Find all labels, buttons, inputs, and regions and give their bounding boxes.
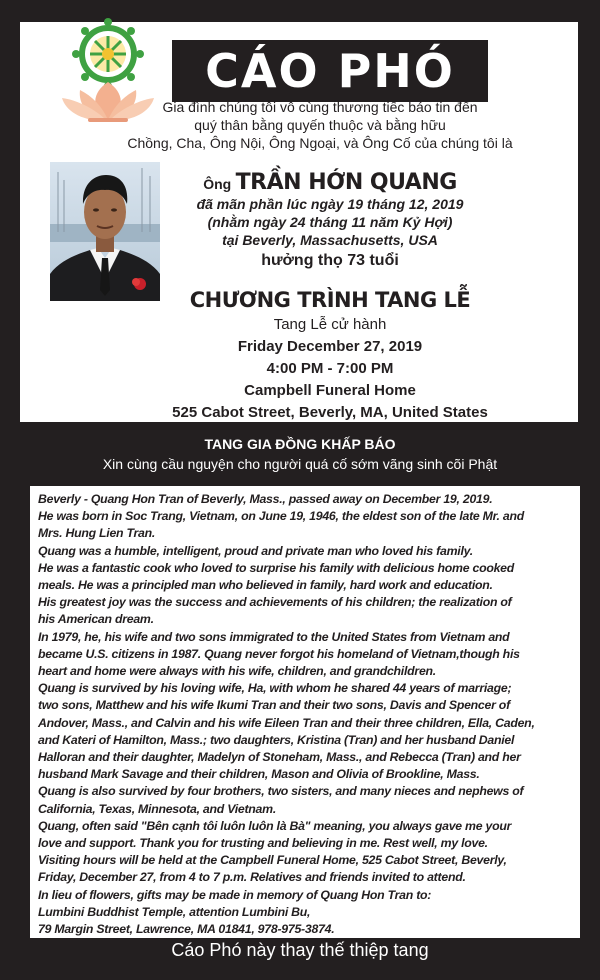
footer-note: Cáo Phó này thay thế thiệp tang bbox=[171, 940, 429, 960]
obituary-line: husband Mark Savage and their children, Mason and Olivia of Brookline, Mass. bbox=[38, 767, 480, 782]
banner-heading: TANG GIA ĐỒNG KHẤP BÁO bbox=[204, 436, 396, 452]
intro-line: quý thân bằng quyến thuộc và bằng hữu bbox=[194, 117, 446, 133]
program-line: Tang Lễ cử hành bbox=[273, 316, 387, 333]
obituary-line: Mrs. Hung Lien Tran. bbox=[38, 526, 156, 541]
obituary-line: and Kateri of Hamilton, Mass.; two daughters, Kristina (Tran) and her husband Daniel bbox=[38, 732, 515, 747]
obituary-line: 79 Margin Street, Lawrence, MA 01841, 978-975-3874. bbox=[38, 922, 335, 937]
family-announcement-banner bbox=[0, 428, 600, 474]
deceased-name-line bbox=[165, 170, 495, 195]
obituary-line: Visiting hours will be held at the Campbell Funeral Home, 525 Cabot Street, Beverly, bbox=[38, 853, 507, 868]
obituary-line: Beverly - Quang Hon Tran of Beverly, Mass., passed away on December 19, 2019. bbox=[38, 492, 493, 506]
obituary-line: Quang is also survived by four brothers, two sisters, and many nieces and nephews of bbox=[38, 784, 524, 799]
obituary-line: Lumbini Buddhist Temple, attention Lumbini Bu, bbox=[38, 904, 311, 919]
obituary-line: Friday, December 27, from 4 to 7 p.m. Relatives and friends invited to attend. bbox=[38, 870, 466, 885]
banner-prayer: Xin cùng cầu nguyện cho người quá cố sớm vãng sinh cõi Phật bbox=[102, 456, 498, 472]
obituary-line: Quang is survived by his loving wife, Ha, with whom he shared 44 years of marriage; bbox=[38, 681, 512, 696]
portrait-photo bbox=[50, 162, 160, 301]
obituary-line: meals. He was a principled man who believed in family, hard work and education. bbox=[38, 578, 493, 593]
intro-line: Gia đình chúng tôi vô cùng thương tiếc báo tin đến bbox=[162, 99, 478, 115]
obituary-text bbox=[38, 491, 568, 938]
deceased-info bbox=[165, 170, 495, 273]
page-title: CÁO PHÓ bbox=[172, 40, 488, 102]
intro-line: Chồng, Cha, Ông Nội, Ông Ngoại, và Ông Cố của chúng tôi là bbox=[127, 135, 513, 151]
obituary-line: love and support. Thank you for trusting and believing in me. Rest well, my love. bbox=[38, 836, 488, 851]
program-line: Campbell Funeral Home bbox=[244, 382, 416, 399]
age-at-death: hưởng thọ 73 tuổi bbox=[261, 252, 399, 269]
obituary-line: Halloran and their daughter, Madelyn of Stoneham, Mass., and Rebecca (Tran) and her bbox=[38, 750, 521, 765]
obituary-line: He was a fantastic cook who loved to surprise his family with delicious home cooked bbox=[38, 560, 515, 575]
program-title: CHƯƠNG TRÌNH TANG LỄ bbox=[189, 288, 471, 312]
obituary-line: Andover, Mass., and Calvin and his wife Eileen Tran and their three children, Ella, Caden, bbox=[38, 715, 535, 730]
program-line: Friday December 27, 2019 bbox=[237, 338, 423, 355]
deceased-name: TRẦN HỚN QUANG bbox=[235, 170, 457, 195]
obituary-line: two sons, Matthew and his wife Ikumi Tran and their two sons, Davis and Spencer of bbox=[38, 698, 510, 713]
death-place: tại Beverly, Massachusetts, USA bbox=[222, 232, 438, 248]
program-line: 4:00 PM - 7:00 PM bbox=[266, 360, 394, 377]
obituary-line: In 1979, he, his wife and two sons immigrated to the United States from Vietnam and bbox=[38, 629, 510, 644]
obituary-line: his American dream. bbox=[38, 612, 154, 627]
funeral-program bbox=[100, 286, 560, 424]
death-date: đã mãn phần lúc ngày 19 tháng 12, 2019 bbox=[196, 196, 464, 212]
intro-message bbox=[90, 98, 550, 152]
obituary-line: Quang was a humble, intelligent, proud and private man who loved his family. bbox=[38, 543, 473, 558]
obituary-line: California, Texas, Minnesota, and Vietnam. bbox=[38, 801, 277, 816]
obituary-line: Quang, often said "Bên cạnh tôi luôn luôn là Bà" meaning, you always gave me your bbox=[38, 818, 512, 833]
obituary-line: He was born in Soc Trang, Vietnam, on June 19, 1946, the eldest son of the late Mr. and bbox=[38, 509, 524, 524]
obituary-line: In lieu of flowers, gifts may be made in memory of Quang Hon Tran to: bbox=[38, 887, 432, 902]
program-line: 525 Cabot Street, Beverly, MA, United States bbox=[172, 404, 488, 421]
obituary-line: heart and home were always with his wife, children, and grandchildren. bbox=[38, 664, 436, 679]
lunar-date: (nhằm ngày 24 tháng 11 năm Kỷ Hợi) bbox=[207, 214, 453, 230]
obituary-line: became U.S. citizens in 1987. Quang never forgot his homeland of Vietnam,though his bbox=[38, 646, 520, 661]
obituary-line: His greatest joy was the success and achievements of his children; the realization of bbox=[38, 595, 512, 610]
honorific: Ông bbox=[203, 176, 232, 192]
